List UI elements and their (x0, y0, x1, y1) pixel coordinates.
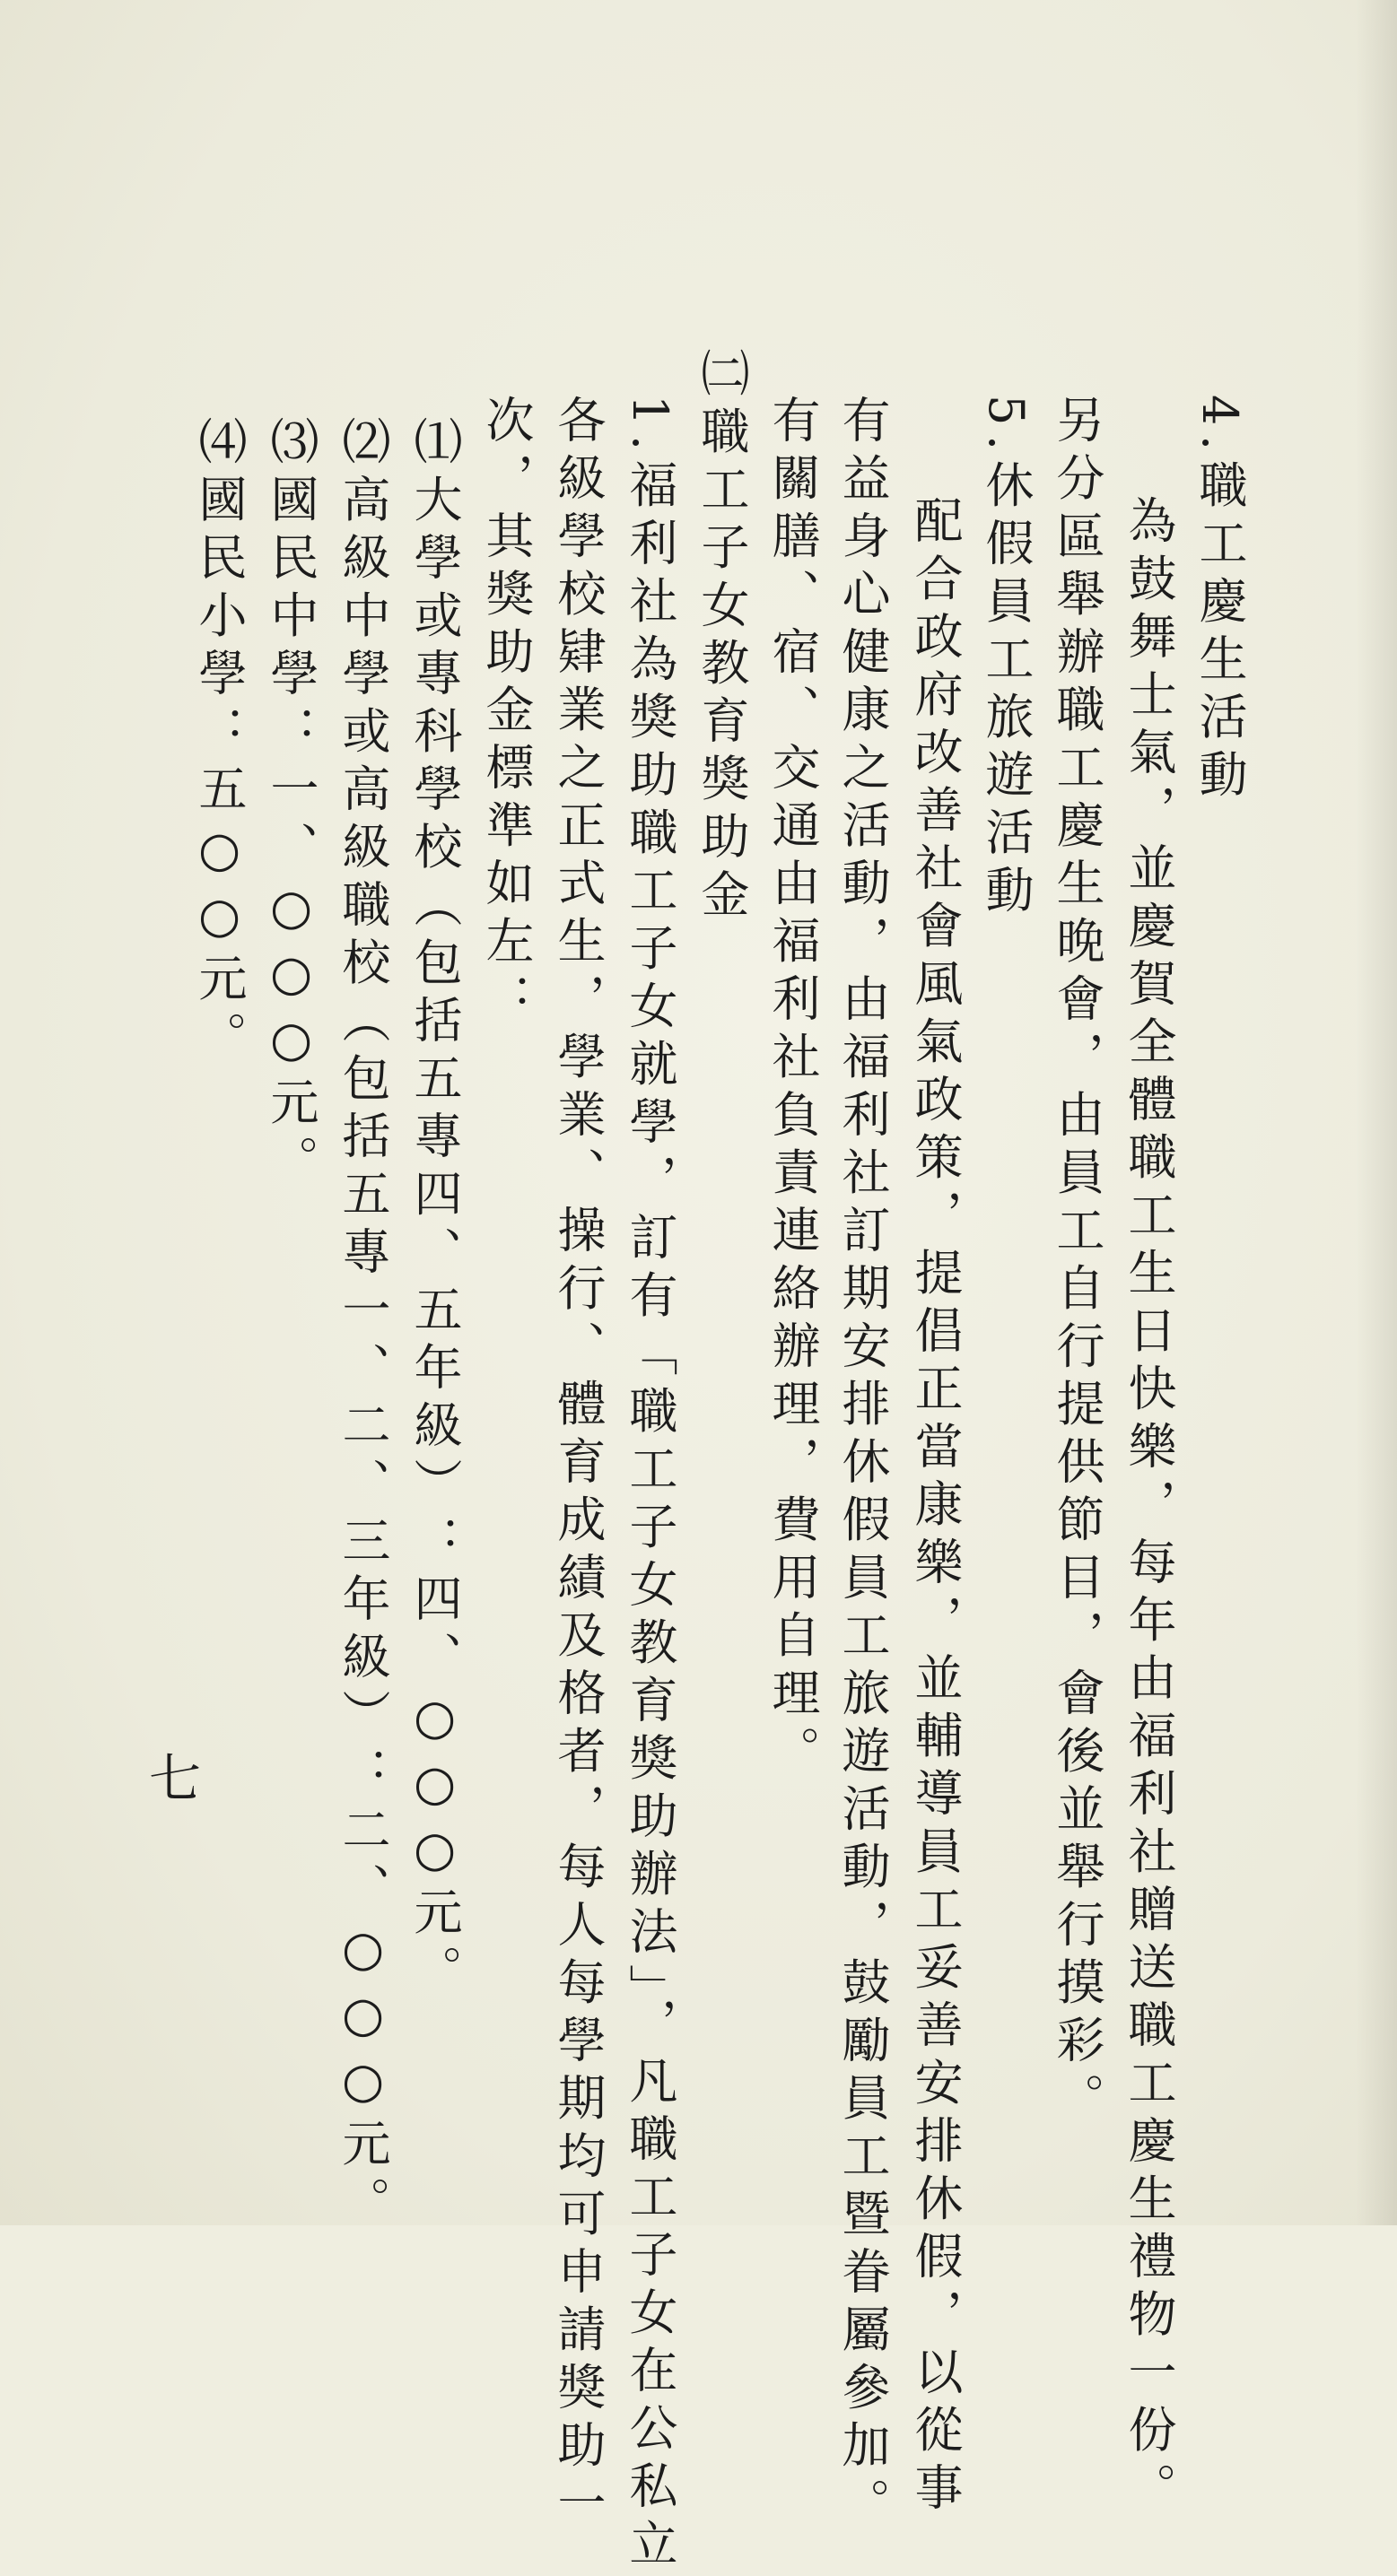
paragraph-birthday-party: 另分區舉辦職工慶生晚會，由員工自行提供節目，會後並舉行摸彩。 (1049, 395, 1105, 2130)
paragraph-birthday-gift: 為鼓舞士氣，並慶賀全體職工生日快樂，每年由福利社贈送職工慶生禮物一份。 (1121, 495, 1177, 2520)
paragraph-grant-eligibility: 各級學校肄業之正式生，學業、操行、體育成績及格者，每人每學期均可申請獎助一 (550, 395, 607, 2536)
paragraph-grant-standard-intro: 次，其獎助金標準如左： (478, 395, 535, 1031)
paragraph-vacation-policy: 配合政府改善社會風氣政策，提倡正當康樂，並輔導員工妥善安排休假，以從事 (907, 495, 964, 2520)
paragraph-vacation-activities: 有益身心健康之活動，由福利社訂期安排休假員工旅遊活動，鼓勵員工暨眷屬參加。 (834, 395, 891, 2536)
paragraph-vacation-expenses: 有關膳、宿、交通由福利社負責連絡辦理，費用自理。 (764, 395, 821, 1783)
heading-vacation-travel: 5.休假員工旅遊活動 (978, 395, 1035, 923)
paragraph-grant-rules: 1.福利社為獎助職工子女就學，訂有「職工子女教育獎助辦法」，凡職工子女在公私立 (622, 395, 678, 2576)
list-item-university: ⑴大學或專科學校（包括五專四、五年級）：四、○○○元。 (406, 416, 463, 2003)
page-number: 七 (140, 1751, 201, 1803)
list-item-junior-high: ⑶國民中學：一、○○○元。 (263, 416, 319, 1193)
page-edge-shadow (1356, 0, 1397, 2225)
list-item-senior-high: ⑵高級中學或高級職校（包括五專一、二、三年級）：二、○○○元。 (335, 416, 391, 2234)
list-item-elementary: ⑷國民小學：五○○元。 (191, 416, 248, 1069)
heading-children-education-grant: ㈡職工子女教育獎助金 (694, 348, 750, 927)
heading-staff-birthday-activity: 4.職工慶生活動 (1192, 395, 1248, 807)
